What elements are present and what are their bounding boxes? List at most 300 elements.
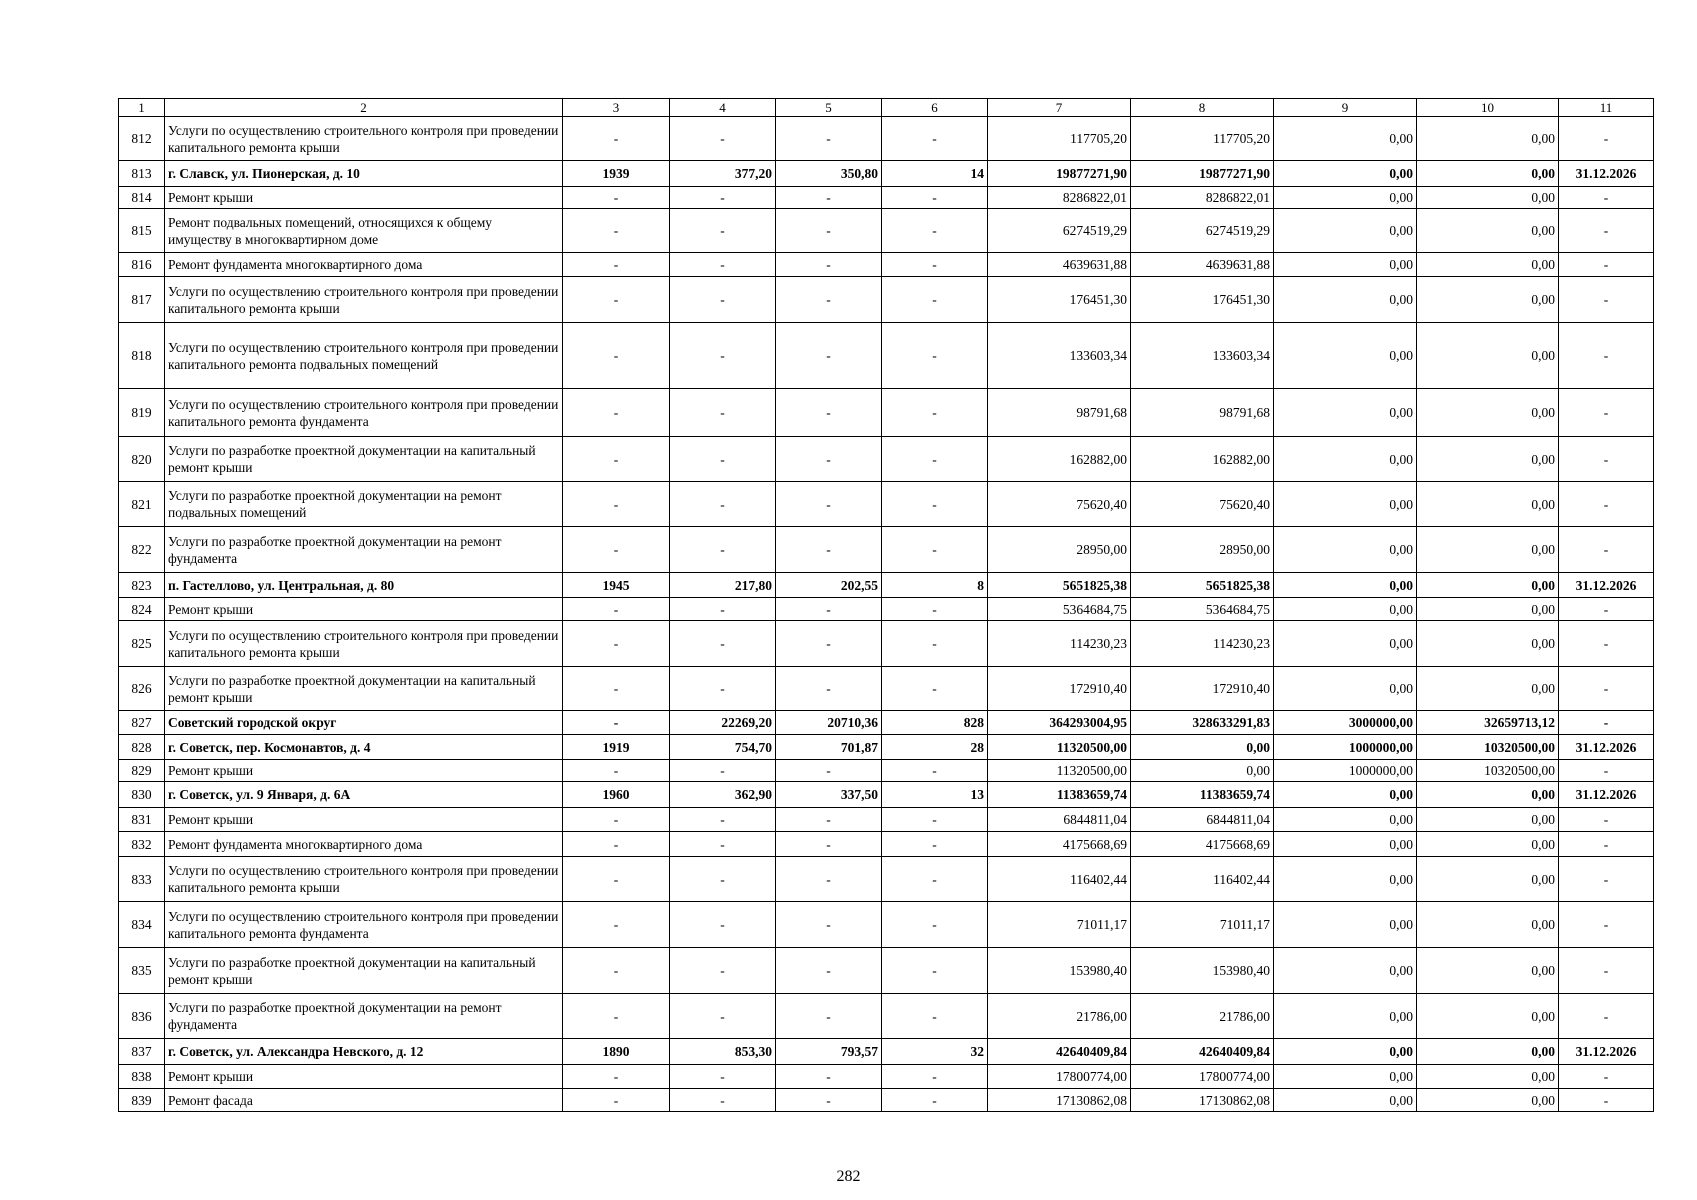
table-row [119, 573, 1654, 598]
budget-cell: 0,00 [1274, 994, 1417, 1039]
residents-cell: - [882, 527, 988, 573]
living-area-cell: - [776, 948, 882, 994]
total-area-cell: - [670, 598, 776, 621]
total-area-cell: - [670, 760, 776, 782]
year-cell: - [563, 760, 670, 782]
total-area-cell: - [670, 117, 776, 161]
table-row [119, 782, 1654, 808]
total-area-cell: 853,30 [670, 1039, 776, 1065]
year-cell: - [563, 437, 670, 482]
residents-cell: - [882, 209, 988, 253]
row-number-cell: 820 [119, 437, 165, 482]
table-row [119, 209, 1654, 253]
living-area-cell: 350,80 [776, 161, 882, 187]
total-area-cell: - [670, 832, 776, 857]
fund-cell: 5651825,38 [1131, 573, 1274, 598]
total-area-cell: - [670, 1065, 776, 1089]
living-area-cell: 701,87 [776, 735, 882, 760]
budget-cell: 0,00 [1274, 161, 1417, 187]
deadline-cell: - [1559, 598, 1654, 621]
item-name-cell: Услуги по разработке проектной документации на ремонт фундамента [165, 994, 563, 1039]
owners-funds-cell: 0,00 [1417, 277, 1559, 323]
living-area-cell: 337,50 [776, 782, 882, 808]
cost-total-cell: 6844811,04 [988, 808, 1131, 832]
cost-total-cell: 133603,34 [988, 323, 1131, 389]
row-number-cell: 824 [119, 598, 165, 621]
table-row [119, 161, 1654, 187]
owners-funds-cell: 0,00 [1417, 902, 1559, 948]
table-row [119, 948, 1654, 994]
budget-cell: 1000000,00 [1274, 735, 1417, 760]
column-number-cell: 9 [1274, 99, 1417, 117]
item-name-cell: Ремонт крыши [165, 760, 563, 782]
deadline-cell: - [1559, 527, 1654, 573]
residents-cell: 828 [882, 711, 988, 735]
total-area-cell: - [670, 187, 776, 209]
cost-total-cell: 8286822,01 [988, 187, 1131, 209]
capital-repair-table [118, 98, 1654, 1112]
year-cell: - [563, 1065, 670, 1089]
deadline-cell: - [1559, 760, 1654, 782]
item-name-cell: Услуги по осуществлению строительного контроля при проведении капитального ремонта крыши [165, 857, 563, 902]
residents-cell: - [882, 482, 988, 527]
deadline-cell: - [1559, 253, 1654, 277]
deadline-cell: 31.12.2026 [1559, 1039, 1654, 1065]
row-number-cell: 825 [119, 621, 165, 667]
row-number-cell: 830 [119, 782, 165, 808]
cost-total-cell: 75620,40 [988, 482, 1131, 527]
budget-cell: 0,00 [1274, 389, 1417, 437]
fund-cell: 114230,23 [1131, 621, 1274, 667]
fund-cell: 17800774,00 [1131, 1065, 1274, 1089]
budget-cell: 0,00 [1274, 277, 1417, 323]
row-number-cell: 817 [119, 277, 165, 323]
year-cell: - [563, 621, 670, 667]
budget-cell: 0,00 [1274, 253, 1417, 277]
living-area-cell: - [776, 187, 882, 209]
row-number-cell: 828 [119, 735, 165, 760]
budget-cell: 0,00 [1274, 573, 1417, 598]
year-cell: 1890 [563, 1039, 670, 1065]
fund-cell: 75620,40 [1131, 482, 1274, 527]
total-area-cell: - [670, 482, 776, 527]
living-area-cell: - [776, 323, 882, 389]
budget-cell: 0,00 [1274, 482, 1417, 527]
row-number-cell: 831 [119, 808, 165, 832]
table-row [119, 1065, 1654, 1089]
item-name-cell: Ремонт фасада [165, 1089, 563, 1112]
cost-total-cell: 21786,00 [988, 994, 1131, 1039]
deadline-cell: - [1559, 1065, 1654, 1089]
living-area-cell: - [776, 808, 882, 832]
fund-cell: 5364684,75 [1131, 598, 1274, 621]
total-area-cell: 377,20 [670, 161, 776, 187]
item-name-cell: Советский городской округ [165, 711, 563, 735]
fund-cell: 116402,44 [1131, 857, 1274, 902]
row-number-cell: 834 [119, 902, 165, 948]
fund-cell: 6274519,29 [1131, 209, 1274, 253]
row-number-cell: 837 [119, 1039, 165, 1065]
cost-total-cell: 19877271,90 [988, 161, 1131, 187]
cost-total-cell: 153980,40 [988, 948, 1131, 994]
row-number-cell: 839 [119, 1089, 165, 1112]
total-area-cell: - [670, 1089, 776, 1112]
column-number-cell: 1 [119, 99, 165, 117]
year-cell: - [563, 598, 670, 621]
budget-cell: 0,00 [1274, 527, 1417, 573]
deadline-cell: - [1559, 482, 1654, 527]
fund-cell: 153980,40 [1131, 948, 1274, 994]
year-cell: 1960 [563, 782, 670, 808]
column-number-cell: 2 [165, 99, 563, 117]
column-number-cell: 6 [882, 99, 988, 117]
table-row [119, 527, 1654, 573]
living-area-cell: 793,57 [776, 1039, 882, 1065]
budget-cell: 0,00 [1274, 117, 1417, 161]
budget-cell: 0,00 [1274, 437, 1417, 482]
residents-cell: - [882, 598, 988, 621]
deadline-cell: 31.12.2026 [1559, 735, 1654, 760]
year-cell: - [563, 902, 670, 948]
row-number-cell: 821 [119, 482, 165, 527]
owners-funds-cell: 0,00 [1417, 598, 1559, 621]
year-cell: - [563, 857, 670, 902]
cost-total-cell: 6274519,29 [988, 209, 1131, 253]
budget-cell: 0,00 [1274, 832, 1417, 857]
deadline-cell: - [1559, 711, 1654, 735]
living-area-cell: - [776, 902, 882, 948]
year-cell: - [563, 1089, 670, 1112]
row-number-cell: 827 [119, 711, 165, 735]
total-area-cell: - [670, 437, 776, 482]
budget-cell: 0,00 [1274, 598, 1417, 621]
year-cell: - [563, 948, 670, 994]
cost-total-cell: 17800774,00 [988, 1065, 1131, 1089]
table-row [119, 598, 1654, 621]
table-row [119, 760, 1654, 782]
budget-cell: 0,00 [1274, 323, 1417, 389]
total-area-cell: - [670, 253, 776, 277]
deadline-cell: - [1559, 209, 1654, 253]
owners-funds-cell: 0,00 [1417, 667, 1559, 711]
item-name-cell: Ремонт крыши [165, 1065, 563, 1089]
row-number-cell: 832 [119, 832, 165, 857]
item-name-cell: Услуги по осуществлению строительного контроля при проведении капитального ремонта фундамента [165, 389, 563, 437]
cost-total-cell: 28950,00 [988, 527, 1131, 573]
year-cell: - [563, 711, 670, 735]
year-cell: - [563, 527, 670, 573]
deadline-cell: - [1559, 323, 1654, 389]
page-number: 282 [836, 1168, 861, 1185]
column-number-cell: 5 [776, 99, 882, 117]
fund-cell: 172910,40 [1131, 667, 1274, 711]
column-number-cell: 7 [988, 99, 1131, 117]
budget-cell: 0,00 [1274, 1039, 1417, 1065]
cost-total-cell: 176451,30 [988, 277, 1131, 323]
total-area-cell: - [670, 948, 776, 994]
residents-cell: - [882, 948, 988, 994]
year-cell: - [563, 253, 670, 277]
deadline-cell: 31.12.2026 [1559, 161, 1654, 187]
table-row [119, 667, 1654, 711]
deadline-cell: - [1559, 437, 1654, 482]
item-name-cell: п. Гастеллово, ул. Центральная, д. 80 [165, 573, 563, 598]
deadline-cell: - [1559, 621, 1654, 667]
living-area-cell: 20710,36 [776, 711, 882, 735]
residents-cell: 32 [882, 1039, 988, 1065]
row-number-cell: 819 [119, 389, 165, 437]
deadline-cell: - [1559, 902, 1654, 948]
total-area-cell: - [670, 277, 776, 323]
deadline-cell: - [1559, 277, 1654, 323]
deadline-cell: - [1559, 667, 1654, 711]
cost-total-cell: 114230,23 [988, 621, 1131, 667]
living-area-cell: - [776, 857, 882, 902]
budget-cell: 0,00 [1274, 209, 1417, 253]
owners-funds-cell: 0,00 [1417, 994, 1559, 1039]
residents-cell: 28 [882, 735, 988, 760]
table-row [119, 187, 1654, 209]
owners-funds-cell: 0,00 [1417, 857, 1559, 902]
year-cell: - [563, 808, 670, 832]
year-cell: - [563, 277, 670, 323]
residents-cell: - [882, 994, 988, 1039]
living-area-cell: - [776, 621, 882, 667]
residents-cell: - [882, 323, 988, 389]
residents-cell: - [882, 902, 988, 948]
total-area-cell: 362,90 [670, 782, 776, 808]
column-number-cell: 3 [563, 99, 670, 117]
residents-cell: - [882, 253, 988, 277]
owners-funds-cell: 0,00 [1417, 832, 1559, 857]
fund-cell: 133603,34 [1131, 323, 1274, 389]
owners-funds-cell: 0,00 [1417, 782, 1559, 808]
row-number-cell: 838 [119, 1065, 165, 1089]
residents-cell: - [882, 808, 988, 832]
fund-cell: 11383659,74 [1131, 782, 1274, 808]
item-name-cell: Ремонт крыши [165, 598, 563, 621]
year-cell: 1939 [563, 161, 670, 187]
total-area-cell: - [670, 209, 776, 253]
deadline-cell: 31.12.2026 [1559, 573, 1654, 598]
owners-funds-cell: 0,00 [1417, 187, 1559, 209]
residents-cell: - [882, 857, 988, 902]
column-number-cell: 10 [1417, 99, 1559, 117]
fund-cell: 71011,17 [1131, 902, 1274, 948]
deadline-cell: - [1559, 187, 1654, 209]
fund-cell: 21786,00 [1131, 994, 1274, 1039]
owners-funds-cell: 0,00 [1417, 161, 1559, 187]
row-number-cell: 816 [119, 253, 165, 277]
row-number-cell: 815 [119, 209, 165, 253]
item-name-cell: Ремонт крыши [165, 808, 563, 832]
residents-cell: - [882, 117, 988, 161]
table-row [119, 857, 1654, 902]
item-name-cell: Ремонт фундамента многоквартирного дома [165, 832, 563, 857]
year-cell: - [563, 209, 670, 253]
fund-cell: 17130862,08 [1131, 1089, 1274, 1112]
table-row [119, 808, 1654, 832]
total-area-cell: - [670, 994, 776, 1039]
owners-funds-cell: 0,00 [1417, 621, 1559, 667]
cost-total-cell: 98791,68 [988, 389, 1131, 437]
row-number-cell: 836 [119, 994, 165, 1039]
year-cell: - [563, 667, 670, 711]
living-area-cell: - [776, 667, 882, 711]
cost-total-cell: 11320500,00 [988, 760, 1131, 782]
fund-cell: 4175668,69 [1131, 832, 1274, 857]
budget-cell: 0,00 [1274, 948, 1417, 994]
living-area-cell: - [776, 527, 882, 573]
table-row [119, 711, 1654, 735]
column-number-cell: 8 [1131, 99, 1274, 117]
budget-cell: 0,00 [1274, 808, 1417, 832]
cost-total-cell: 172910,40 [988, 667, 1131, 711]
item-name-cell: г. Советск, пер. Космонавтов, д. 4 [165, 735, 563, 760]
year-cell: - [563, 389, 670, 437]
item-name-cell: Услуги по осуществлению строительного контроля при проведении капитального ремонта подвальных помещений [165, 323, 563, 389]
total-area-cell: - [670, 621, 776, 667]
cost-total-cell: 162882,00 [988, 437, 1131, 482]
table-row [119, 117, 1654, 161]
residents-cell: - [882, 437, 988, 482]
fund-cell: 0,00 [1131, 735, 1274, 760]
total-area-cell: - [670, 667, 776, 711]
deadline-cell: - [1559, 832, 1654, 857]
item-name-cell: Услуги по разработке проектной документации на ремонт фундамента [165, 527, 563, 573]
table-row [119, 323, 1654, 389]
deadline-cell: - [1559, 389, 1654, 437]
living-area-cell: - [776, 437, 882, 482]
owners-funds-cell: 0,00 [1417, 389, 1559, 437]
table-row [119, 437, 1654, 482]
cost-total-cell: 42640409,84 [988, 1039, 1131, 1065]
cost-total-cell: 17130862,08 [988, 1089, 1131, 1112]
item-name-cell: Услуги по осуществлению строительного контроля при проведении капитального ремонта фундамента [165, 902, 563, 948]
total-area-cell: - [670, 389, 776, 437]
owners-funds-cell: 0,00 [1417, 1089, 1559, 1112]
total-area-cell: - [670, 323, 776, 389]
living-area-cell: - [776, 117, 882, 161]
owners-funds-cell: 10320500,00 [1417, 760, 1559, 782]
table-row [119, 1089, 1654, 1112]
column-number-row [119, 99, 1654, 117]
table-row [119, 994, 1654, 1039]
deadline-cell: - [1559, 948, 1654, 994]
owners-funds-cell: 0,00 [1417, 808, 1559, 832]
year-cell: - [563, 323, 670, 389]
cost-total-cell: 11383659,74 [988, 782, 1131, 808]
deadline-cell: - [1559, 117, 1654, 161]
fund-cell: 28950,00 [1131, 527, 1274, 573]
fund-cell: 176451,30 [1131, 277, 1274, 323]
fund-cell: 6844811,04 [1131, 808, 1274, 832]
table-row [119, 277, 1654, 323]
total-area-cell: 217,80 [670, 573, 776, 598]
budget-cell: 0,00 [1274, 782, 1417, 808]
owners-funds-cell: 10320500,00 [1417, 735, 1559, 760]
item-name-cell: Ремонт подвальных помещений, относящихся к общему имуществу в многоквартирном доме [165, 209, 563, 253]
residents-cell: - [882, 1089, 988, 1112]
item-name-cell: Услуги по разработке проектной документации на капитальный ремонт крыши [165, 948, 563, 994]
total-area-cell: 22269,20 [670, 711, 776, 735]
item-name-cell: Услуги по осуществлению строительного контроля при проведении капитального ремонта крыши [165, 277, 563, 323]
table-row [119, 832, 1654, 857]
residents-cell: - [882, 621, 988, 667]
budget-cell: 1000000,00 [1274, 760, 1417, 782]
total-area-cell: - [670, 902, 776, 948]
table-row [119, 621, 1654, 667]
total-area-cell: - [670, 857, 776, 902]
fund-cell: 328633291,83 [1131, 711, 1274, 735]
deadline-cell: - [1559, 1089, 1654, 1112]
row-number-cell: 822 [119, 527, 165, 573]
living-area-cell: - [776, 1065, 882, 1089]
item-name-cell: Услуги по осуществлению строительного контроля при проведении капитального ремонта крыши [165, 621, 563, 667]
fund-cell: 162882,00 [1131, 437, 1274, 482]
row-number-cell: 823 [119, 573, 165, 598]
deadline-cell: - [1559, 857, 1654, 902]
year-cell: - [563, 117, 670, 161]
item-name-cell: г. Советск, ул. 9 Января, д. 6А [165, 782, 563, 808]
residents-cell: 8 [882, 573, 988, 598]
table-row [119, 735, 1654, 760]
fund-cell: 0,00 [1131, 760, 1274, 782]
item-name-cell: Ремонт крыши [165, 187, 563, 209]
residents-cell: - [882, 1065, 988, 1089]
item-name-cell: Услуги по разработке проектной документации на капитальный ремонт крыши [165, 437, 563, 482]
deadline-cell: - [1559, 994, 1654, 1039]
living-area-cell: - [776, 832, 882, 857]
item-name-cell: Ремонт фундамента многоквартирного дома [165, 253, 563, 277]
table-row [119, 1039, 1654, 1065]
owners-funds-cell: 0,00 [1417, 948, 1559, 994]
residents-cell: - [882, 187, 988, 209]
budget-cell: 0,00 [1274, 187, 1417, 209]
owners-funds-cell: 32659713,12 [1417, 711, 1559, 735]
budget-cell: 0,00 [1274, 857, 1417, 902]
budget-cell: 0,00 [1274, 667, 1417, 711]
table-row [119, 389, 1654, 437]
fund-cell: 117705,20 [1131, 117, 1274, 161]
owners-funds-cell: 0,00 [1417, 437, 1559, 482]
cost-total-cell: 116402,44 [988, 857, 1131, 902]
living-area-cell: - [776, 277, 882, 323]
total-area-cell: 754,70 [670, 735, 776, 760]
row-number-cell: 812 [119, 117, 165, 161]
residents-cell: - [882, 667, 988, 711]
living-area-cell: - [776, 482, 882, 527]
budget-cell: 0,00 [1274, 1065, 1417, 1089]
living-area-cell: - [776, 598, 882, 621]
cost-total-cell: 5364684,75 [988, 598, 1131, 621]
row-number-cell: 814 [119, 187, 165, 209]
living-area-cell: - [776, 994, 882, 1039]
owners-funds-cell: 0,00 [1417, 1065, 1559, 1089]
residents-cell: 14 [882, 161, 988, 187]
owners-funds-cell: 0,00 [1417, 323, 1559, 389]
total-area-cell: - [670, 808, 776, 832]
item-name-cell: г. Советск, ул. Александра Невского, д. 12 [165, 1039, 563, 1065]
deadline-cell: - [1559, 808, 1654, 832]
residents-cell: - [882, 277, 988, 323]
living-area-cell: - [776, 389, 882, 437]
row-number-cell: 829 [119, 760, 165, 782]
row-number-cell: 833 [119, 857, 165, 902]
fund-cell: 8286822,01 [1131, 187, 1274, 209]
living-area-cell: - [776, 760, 882, 782]
year-cell: 1945 [563, 573, 670, 598]
